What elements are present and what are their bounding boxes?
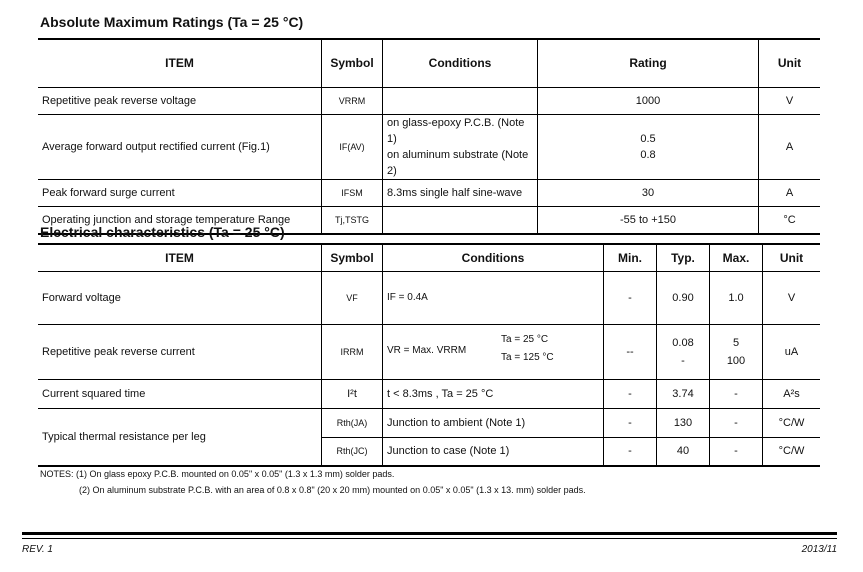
row-unit-b: °C/W <box>763 437 821 466</box>
row-unit: A <box>759 179 821 206</box>
header-rating: Rating <box>538 39 759 87</box>
row-max-a: 5 <box>732 336 740 349</box>
row-max: 1.0 <box>710 271 763 324</box>
row-symbol: IF(AV) <box>322 114 383 179</box>
row-symbol: VRRM <box>322 87 383 114</box>
row-item: Typical thermal resistance per leg <box>38 408 322 466</box>
row-item: Current squared time <box>38 379 322 408</box>
table-row <box>38 114 820 179</box>
row-unit: V <box>759 87 821 114</box>
row-item: Operating junction and storage temperature Range <box>38 206 322 234</box>
header-unit: Unit <box>759 39 821 87</box>
row-max-a: - <box>710 408 763 437</box>
row-unit: A <box>759 114 821 179</box>
header-item: ITEM <box>165 250 194 265</box>
header-conditions: Conditions <box>383 39 538 87</box>
row-typ-b: - <box>681 354 685 367</box>
date-label: 2013/11 <box>801 544 837 555</box>
row-symbol: Tj,TSTG <box>322 206 383 234</box>
row-item: Forward voltage <box>38 271 322 324</box>
row-condition-ta2: Ta = 125 °C <box>501 351 554 363</box>
row-min: - <box>604 271 657 324</box>
header-conditions: Conditions <box>383 244 604 271</box>
table-row <box>38 179 820 206</box>
table-row <box>38 324 820 379</box>
row-item: Repetitive peak reverse voltage <box>38 87 322 114</box>
row-symbol: I²t <box>322 379 383 408</box>
row-rating: 1000 <box>538 87 759 114</box>
row-conditions: 8.3ms single half sine-wave <box>383 179 538 206</box>
section2-title: Electrical characteristics (Ta = 25 °C) <box>40 224 285 240</box>
table-row <box>38 87 820 114</box>
row-typ-a: 0.08 <box>672 336 694 349</box>
row-max-b: 100 <box>726 354 746 367</box>
footer-rule-thick <box>22 532 837 535</box>
row-min: - <box>604 379 657 408</box>
row-unit: A²s <box>763 379 821 408</box>
row-symbol-b: Rth(JC) <box>322 437 383 466</box>
table-row <box>38 408 820 437</box>
row-unit: V <box>763 271 821 324</box>
row-conditions: VR = Max. VRRM <box>387 344 467 356</box>
row-unit-a: °C/W <box>763 408 821 437</box>
header-item: ITEM <box>165 56 194 71</box>
header-symbol: Symbol <box>322 244 383 271</box>
row-symbol: IRRM <box>322 324 383 379</box>
row-symbol: VF <box>322 271 383 324</box>
row-condition-a: on glass-epoxy P.C.B. (Note 1) <box>387 116 525 145</box>
row-condition-a: Junction to ambient (Note 1) <box>383 408 604 437</box>
row-typ: 3.74 <box>657 379 710 408</box>
row-max-b: - <box>710 437 763 466</box>
row-min: -- <box>604 324 657 379</box>
row-condition-ta1: Ta = 25 °C <box>501 333 549 345</box>
row-condition-b: on aluminum substrate (Note 2) <box>387 148 529 177</box>
header-min: Min. <box>604 244 657 271</box>
revision-label: REV. 1 <box>22 544 53 555</box>
row-max: - <box>710 379 763 408</box>
row-condition-b: Junction to case (Note 1) <box>383 437 604 466</box>
row-rating-a: 0.5 <box>640 132 656 145</box>
row-typ-b: 40 <box>657 437 710 466</box>
electrical-characteristics-table <box>38 243 820 467</box>
row-min-a: - <box>604 408 657 437</box>
absolute-max-ratings-table <box>38 38 820 235</box>
row-conditions <box>383 206 538 234</box>
row-rating: -55 to +150 <box>538 206 759 234</box>
row-item: Average forward output rectified current (Fig.1) <box>38 114 322 179</box>
table-row <box>38 379 820 408</box>
row-min-b: - <box>604 437 657 466</box>
note-1: NOTES: (1) On glass epoxy P.C.B. mounted on 0.05" x 0.05" (1.3 x 1.3 mm) solder pads. <box>40 469 395 479</box>
row-typ: 0.90 <box>657 271 710 324</box>
row-conditions: t < 8.3ms , Ta = 25 °C <box>383 379 604 408</box>
notes <box>40 466 586 498</box>
header-symbol: Symbol <box>322 39 383 87</box>
row-conditions: IF = 0.4A <box>383 271 604 324</box>
table-row <box>38 271 820 324</box>
row-item: Peak forward surge current <box>38 179 322 206</box>
note-2: (2) On aluminum substrate P.C.B. with an area of 0.8 x 0.8" (20 x 20 mm) mounted on 0.05" x 0.05" (1.3 x 13. mm) solder pads. <box>79 485 586 495</box>
section1-title: Absolute Maximum Ratings (Ta = 25 °C) <box>40 14 304 30</box>
row-symbol-a: Rth(JA) <box>322 408 383 437</box>
row-unit: °C <box>759 206 821 234</box>
header-max: Max. <box>710 244 763 271</box>
row-conditions <box>383 87 538 114</box>
header-unit: Unit <box>763 244 821 271</box>
row-unit: uA <box>763 324 821 379</box>
row-typ-a: 130 <box>657 408 710 437</box>
footer-rule-thin <box>22 538 837 539</box>
row-rating: 30 <box>538 179 759 206</box>
header-typ: Typ. <box>657 244 710 271</box>
row-item: Repetitive peak reverse current <box>38 324 322 379</box>
row-symbol: IFSM <box>322 179 383 206</box>
row-rating-b: 0.8 <box>640 148 656 161</box>
